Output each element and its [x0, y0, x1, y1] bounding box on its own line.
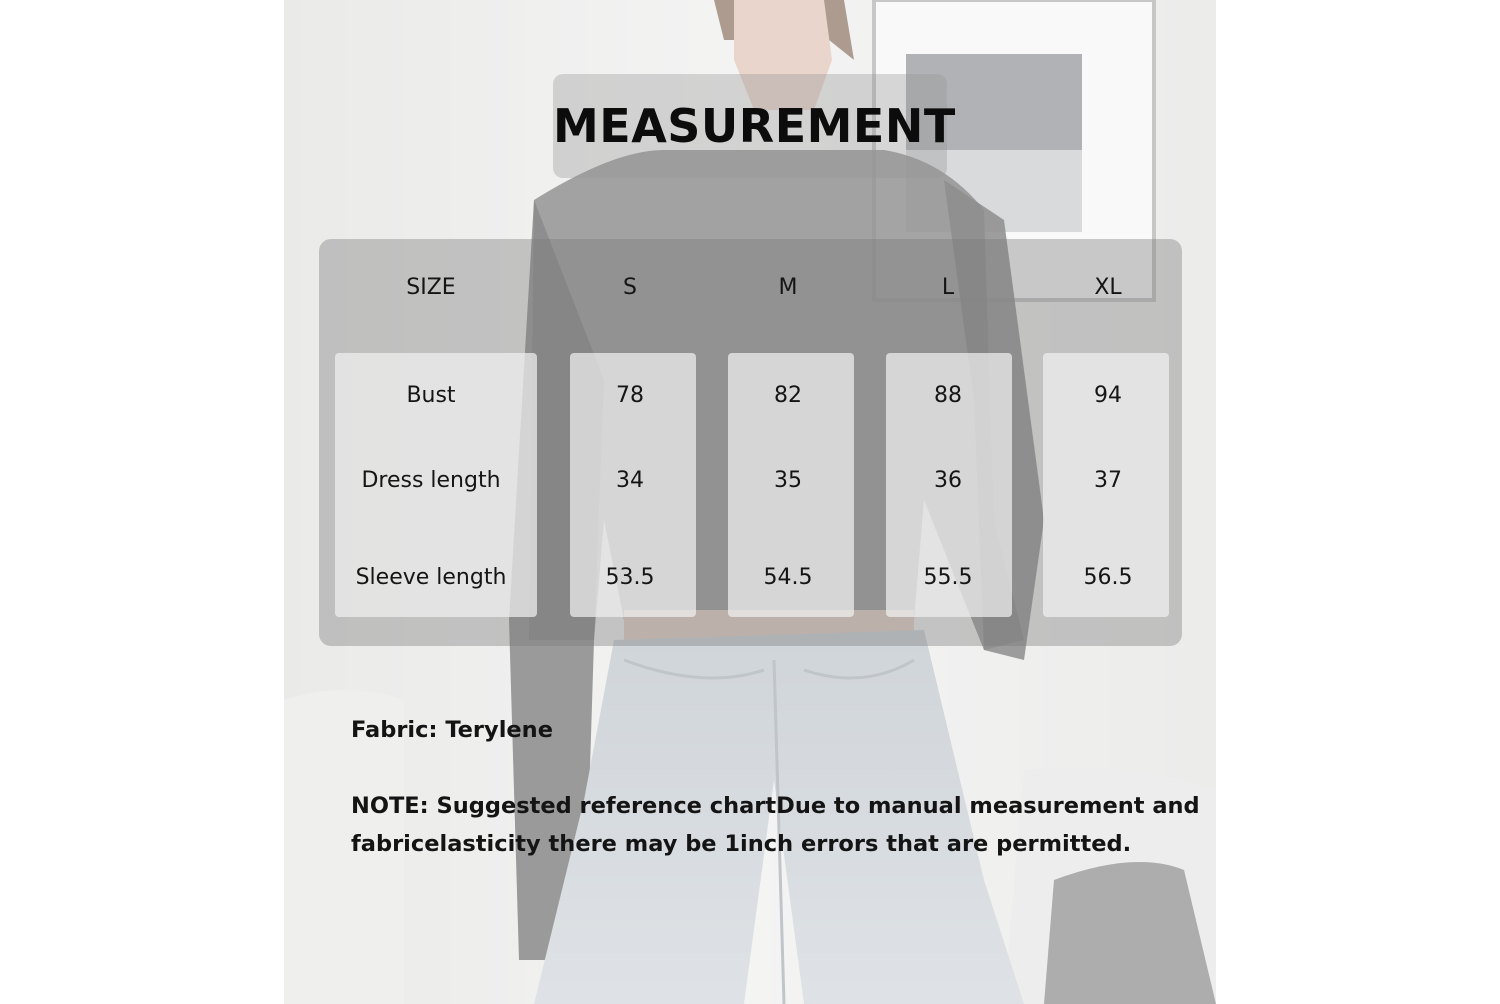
dress-length-s: 34	[616, 468, 644, 493]
header-xl: XL	[1094, 275, 1122, 300]
row-label-bust: Bust	[406, 383, 456, 408]
dress-length-m: 35	[774, 468, 802, 493]
header-s: S	[623, 275, 637, 300]
bust-s: 78	[616, 383, 644, 408]
bust-m: 82	[774, 383, 802, 408]
fabric-info: Fabric: Terylene	[351, 717, 553, 743]
bust-xl: 94	[1094, 383, 1122, 408]
row-label-dress-length: Dress length	[361, 468, 501, 493]
note-line-1: NOTE: Suggested reference chartDue to manual measurement and	[351, 793, 1200, 819]
sleeve-length-s: 53.5	[605, 565, 655, 590]
dress-length-xl: 37	[1094, 468, 1122, 493]
sleeve-length-xl: 56.5	[1083, 565, 1133, 590]
dress-length-l: 36	[934, 468, 962, 493]
page-title: MEASUREMENT	[553, 99, 956, 153]
header-size: SIZE	[406, 275, 456, 300]
header-m: M	[778, 275, 798, 300]
note-line-2: fabricelasticity there may be 1inch errors that are permitted.	[351, 831, 1132, 857]
sleeve-length-m: 54.5	[763, 565, 813, 590]
bust-l: 88	[934, 383, 962, 408]
row-label-sleeve-length: Sleeve length	[355, 565, 507, 590]
sleeve-length-l: 55.5	[923, 565, 973, 590]
header-l: L	[941, 275, 955, 300]
